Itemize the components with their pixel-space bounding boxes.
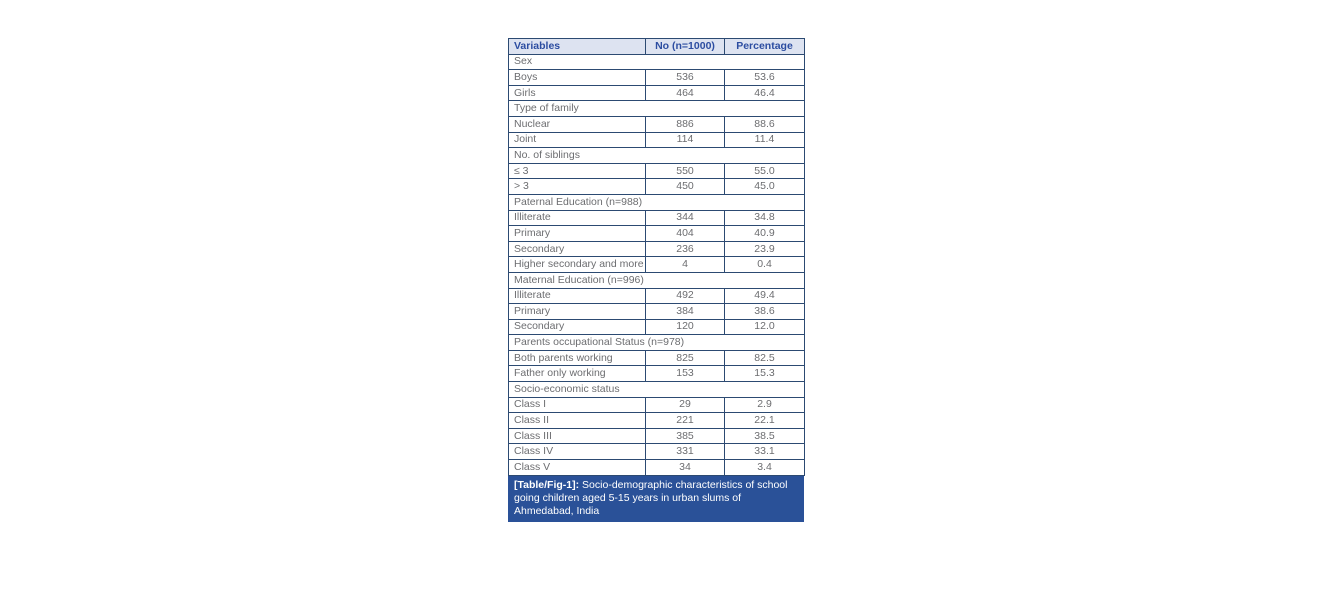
table-row	[509, 444, 805, 460]
section-row	[509, 101, 805, 117]
table-body	[509, 54, 805, 475]
section-label: No. of siblings	[509, 148, 805, 164]
cell-no: 886	[646, 116, 725, 132]
table-row	[509, 70, 805, 86]
table-row	[509, 116, 805, 132]
cell-no: 344	[646, 210, 725, 226]
table-row	[509, 350, 805, 366]
cell-variable: > 3	[509, 179, 646, 195]
cell-no: 29	[646, 397, 725, 413]
cell-variable: Secondary	[509, 319, 646, 335]
cell-variable: Class V	[509, 460, 646, 476]
section-row	[509, 194, 805, 210]
cell-variable: Primary	[509, 226, 646, 242]
cell-percentage: 11.4	[725, 132, 805, 148]
cell-variable: Illiterate	[509, 210, 646, 226]
cell-percentage: 33.1	[725, 444, 805, 460]
section-label: Type of family	[509, 101, 805, 117]
table-row	[509, 85, 805, 101]
cell-no: 385	[646, 428, 725, 444]
cell-percentage: 55.0	[725, 163, 805, 179]
table-row	[509, 132, 805, 148]
section-row	[509, 54, 805, 70]
cell-no: 114	[646, 132, 725, 148]
cell-percentage: 3.4	[725, 460, 805, 476]
cell-no: 153	[646, 366, 725, 382]
cell-variable: Boys	[509, 70, 646, 86]
caption-label: [Table/Fig-1]:	[514, 478, 580, 491]
section-row	[509, 382, 805, 398]
table-row	[509, 428, 805, 444]
demographics-table	[508, 38, 805, 476]
cell-no: 236	[646, 241, 725, 257]
table-row	[509, 366, 805, 382]
cell-no: 331	[646, 444, 725, 460]
table-row	[509, 304, 805, 320]
section-label: Parents occupational Status (n=978)	[509, 335, 805, 351]
cell-percentage: 34.8	[725, 210, 805, 226]
cell-no: 221	[646, 413, 725, 429]
table-row	[509, 288, 805, 304]
header-percentage: Percentage	[725, 39, 805, 55]
cell-no: 550	[646, 163, 725, 179]
table-row	[509, 257, 805, 273]
cell-no: 120	[646, 319, 725, 335]
cell-variable: Class II	[509, 413, 646, 429]
table-row	[509, 413, 805, 429]
cell-variable: Both parents working	[509, 350, 646, 366]
section-label: Socio-economic status	[509, 382, 805, 398]
cell-percentage: 23.9	[725, 241, 805, 257]
cell-no: 384	[646, 304, 725, 320]
section-label: Sex	[509, 54, 805, 70]
table-fig-1	[508, 38, 804, 522]
cell-percentage: 40.9	[725, 226, 805, 242]
cell-variable: Joint	[509, 132, 646, 148]
header-variables: Variables	[509, 39, 646, 55]
cell-percentage: 12.0	[725, 319, 805, 335]
table-row	[509, 163, 805, 179]
cell-percentage: 53.6	[725, 70, 805, 86]
table-row	[509, 460, 805, 476]
cell-variable: Secondary	[509, 241, 646, 257]
section-row	[509, 148, 805, 164]
header-no: No (n=1000)	[646, 39, 725, 55]
cell-no: 450	[646, 179, 725, 195]
section-label: Paternal Education (n=988)	[509, 194, 805, 210]
caption-text: Socio-demographic characteristics of school going children aged 5-15 years in urban slums of Ahmedabad, India	[514, 478, 788, 517]
cell-variable: Illiterate	[509, 288, 646, 304]
cell-percentage: 88.6	[725, 116, 805, 132]
header-row	[509, 39, 805, 55]
cell-variable: Higher secondary and more	[509, 257, 646, 273]
cell-percentage: 15.3	[725, 366, 805, 382]
cell-percentage: 82.5	[725, 350, 805, 366]
table-row	[509, 319, 805, 335]
cell-variable: Primary	[509, 304, 646, 320]
cell-variable: Girls	[509, 85, 646, 101]
cell-no: 464	[646, 85, 725, 101]
cell-no: 34	[646, 460, 725, 476]
cell-percentage: 46.4	[725, 85, 805, 101]
cell-percentage: 45.0	[725, 179, 805, 195]
cell-no: 492	[646, 288, 725, 304]
cell-variable: ≤ 3	[509, 163, 646, 179]
cell-variable: Class IV	[509, 444, 646, 460]
cell-percentage: 0.4	[725, 257, 805, 273]
cell-percentage: 49.4	[725, 288, 805, 304]
cell-variable: Class III	[509, 428, 646, 444]
table-row	[509, 210, 805, 226]
section-label: Maternal Education (n=996)	[509, 272, 805, 288]
cell-percentage: 22.1	[725, 413, 805, 429]
table-header	[509, 39, 805, 55]
cell-variable: Class I	[509, 397, 646, 413]
cell-percentage: 2.9	[725, 397, 805, 413]
cell-no: 825	[646, 350, 725, 366]
cell-percentage: 38.5	[725, 428, 805, 444]
cell-percentage: 38.6	[725, 304, 805, 320]
table-caption	[508, 476, 804, 522]
table-row	[509, 226, 805, 242]
cell-no: 404	[646, 226, 725, 242]
section-row	[509, 335, 805, 351]
table-row	[509, 397, 805, 413]
cell-no: 536	[646, 70, 725, 86]
table-row	[509, 241, 805, 257]
cell-variable: Nuclear	[509, 116, 646, 132]
cell-variable: Father only working	[509, 366, 646, 382]
table-row	[509, 179, 805, 195]
cell-no: 4	[646, 257, 725, 273]
section-row	[509, 272, 805, 288]
